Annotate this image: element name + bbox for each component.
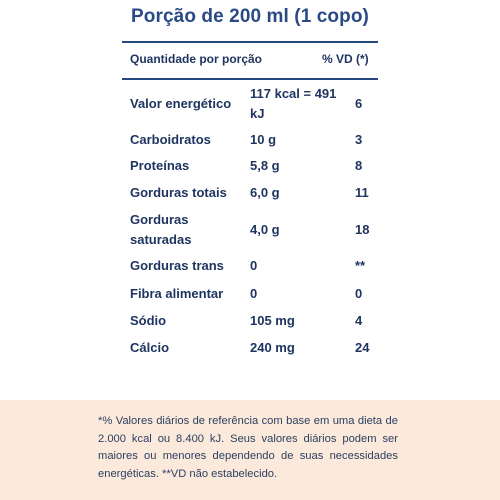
- row-quantity-carbs: 10 g: [250, 132, 277, 147]
- row-quantity-sodium: 105 mg: [250, 313, 295, 328]
- row-name-calcium: Cálcio: [130, 340, 170, 355]
- row-quantity-protein: 5,8 g: [250, 158, 280, 173]
- footnote-text: *% Valores diários de referência com base em uma dieta de 2.000 kcal ou 8.400 kJ. Seus valores diários podem ser maiores ou menores dependendo de suas necessidades energéticas. **VD não estabelecido.: [98, 415, 398, 480]
- row-vd-calcium: 24: [355, 340, 370, 355]
- row-vd-trans-fat: **: [355, 258, 366, 273]
- row-name-carbs: Carboidratos: [130, 132, 211, 147]
- row-vd-total-fat: 11: [355, 185, 369, 200]
- vd-header: % VD (*): [322, 52, 369, 66]
- row-name-saturated-fat: Gorduras saturadas: [130, 212, 192, 247]
- row-quantity-trans-fat: 0: [250, 258, 258, 273]
- row-quantity-energy: 117 kcal = 491 kJ: [250, 86, 337, 121]
- row-quantity-total-fat: 6,0 g: [250, 185, 280, 200]
- row-vd-energy: 6: [355, 96, 363, 111]
- row-vd-sodium: 4: [355, 313, 363, 328]
- row-vd-fiber: 0: [355, 286, 363, 301]
- row-vd-saturated-fat: 18: [355, 222, 370, 237]
- portion-title: Porção de 200 ml (1 copo): [131, 6, 369, 27]
- row-quantity-saturated-fat: 4,0 g: [250, 222, 280, 237]
- row-vd-protein: 8: [355, 158, 363, 173]
- row-name-energy: Valor energético: [130, 96, 232, 111]
- quantity-header: Quantidade por porção: [130, 52, 263, 66]
- row-name-trans-fat: Gorduras trans: [130, 258, 224, 273]
- row-quantity-fiber: 0: [250, 286, 258, 301]
- header-divider: [122, 78, 378, 80]
- row-name-sodium: Sódio: [130, 313, 167, 328]
- footnote-panel: [0, 400, 500, 500]
- row-quantity-calcium: 240 mg: [250, 340, 295, 355]
- row-vd-carbs: 3: [355, 132, 363, 147]
- row-name-total-fat: Gorduras totais: [130, 185, 227, 200]
- top-divider: [122, 41, 378, 43]
- row-name-protein: Proteínas: [130, 158, 190, 173]
- row-name-fiber: Fibra alimentar: [130, 286, 224, 301]
